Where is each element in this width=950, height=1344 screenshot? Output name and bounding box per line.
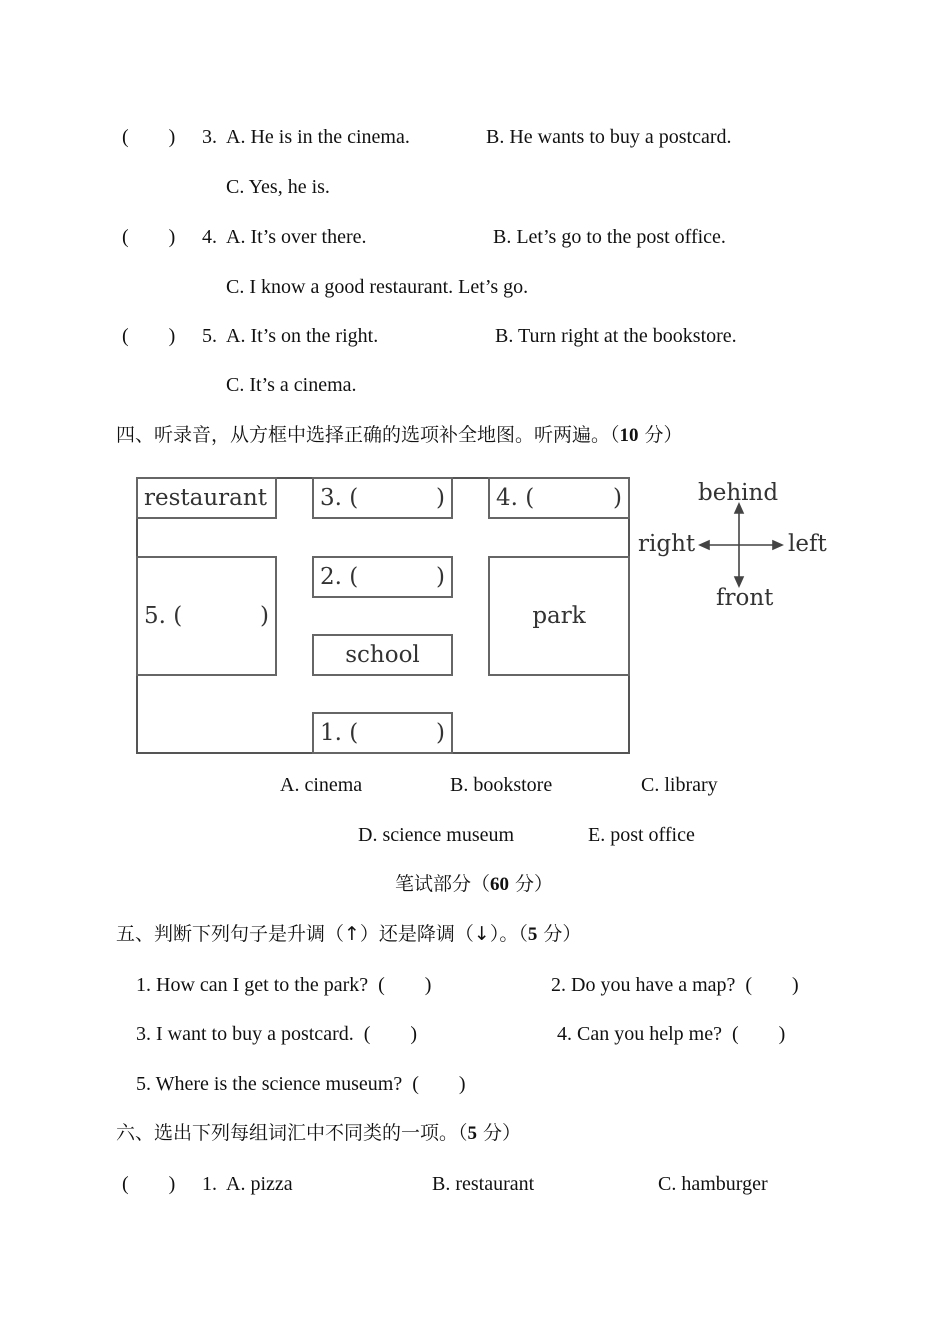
map-blank-2[interactable] <box>312 556 453 598</box>
answer-paren[interactable]: ( ) <box>122 126 176 148</box>
option-bookstore: B. bookstore <box>450 774 553 796</box>
section-title: 四、听录音，从方框中选择正确的选项补全地图。听两遍。（ <box>116 424 620 446</box>
section-title: 五、判断下列句子是升调（↑）还是降调（↓）。（ <box>116 923 528 945</box>
section-score-unit: 分） <box>477 1122 522 1144</box>
map-label: 1. ( <box>320 720 359 746</box>
option-b: B. He wants to buy a postcard. <box>486 126 732 148</box>
map-blank-4[interactable] <box>488 477 630 519</box>
answer-paren[interactable]: ( ) <box>122 325 176 347</box>
map-label: school <box>345 642 420 668</box>
intonation-item-4[interactable]: 4. Can you help me? ( ) <box>557 1023 786 1045</box>
question-number: 1. <box>202 1173 217 1195</box>
compass-front: front <box>716 585 774 611</box>
map-paren-close: ) <box>436 720 445 746</box>
map-label: 5. ( <box>144 603 183 629</box>
section-score-unit: 分） <box>509 873 554 895</box>
option-c: C. hamburger <box>658 1173 768 1195</box>
map-label: 3. ( <box>320 485 359 511</box>
option-a: A. It’s over there. <box>226 226 367 248</box>
intonation-item-5[interactable]: 5. Where is the science museum? ( ) <box>136 1073 466 1095</box>
map-park <box>488 556 630 676</box>
answer-paren[interactable]: ( ) <box>122 1173 176 1195</box>
option-science-museum: D. science museum <box>358 824 515 846</box>
section-5-heading <box>116 922 581 947</box>
question-number: 3. <box>202 126 217 148</box>
map-label: park <box>532 603 586 629</box>
option-library: C. library <box>641 774 718 796</box>
compass <box>638 478 838 618</box>
map-paren-close: ) <box>436 485 445 511</box>
map-blank-5[interactable] <box>136 556 277 676</box>
option-a: A. He is in the cinema. <box>226 126 410 148</box>
section-score: 5 <box>527 924 538 945</box>
section-score-unit: 分） <box>638 424 683 446</box>
map-blank-1[interactable] <box>312 712 453 754</box>
section-score: 60 <box>490 874 510 895</box>
map-label: 2. ( <box>320 564 359 590</box>
option-c: C. I know a good restaurant. Let’s go. <box>226 276 529 298</box>
map-paren-close: ) <box>436 564 445 590</box>
compass-right: right <box>638 531 696 557</box>
map-label: restaurant <box>144 485 267 511</box>
section-4-heading <box>116 423 683 448</box>
intonation-item-2[interactable]: 2. Do you have a map? ( ) <box>551 974 799 996</box>
option-post-office: E. post office <box>588 824 695 846</box>
option-b: B. restaurant <box>432 1173 535 1195</box>
map-blank-3[interactable] <box>312 477 453 519</box>
option-a: A. pizza <box>226 1173 293 1195</box>
map-paren-close: ) <box>260 603 269 629</box>
question-number: 5. <box>202 325 217 347</box>
intonation-item-3[interactable]: 3. I want to buy a postcard. ( ) <box>136 1023 418 1045</box>
section-score-unit: 分） <box>537 923 582 945</box>
section-score: 5 <box>467 1123 478 1144</box>
section-score: 10 <box>619 425 639 446</box>
intonation-item-1[interactable]: 1. How can I get to the park? ( ) <box>136 974 432 996</box>
map-restaurant <box>136 477 277 519</box>
question-number: 4. <box>202 226 217 248</box>
section-6-heading <box>116 1121 521 1146</box>
option-c: C. Yes, he is. <box>226 176 330 198</box>
section-title: 笔试部分（ <box>395 873 491 895</box>
compass-left: left <box>788 531 827 557</box>
compass-behind: behind <box>698 480 779 506</box>
answer-paren[interactable]: ( ) <box>122 226 176 248</box>
written-part-heading <box>395 872 553 897</box>
map-label: 4. ( <box>496 485 535 511</box>
option-c: C. It’s a cinema. <box>226 374 357 396</box>
option-cinema: A. cinema <box>280 774 363 796</box>
map-school <box>312 634 453 676</box>
map-paren-close: ) <box>613 485 622 511</box>
option-b: B. Let’s go to the post office. <box>493 226 726 248</box>
option-b: B. Turn right at the bookstore. <box>495 325 737 347</box>
option-a: A. It’s on the right. <box>226 325 379 347</box>
section-title: 六、选出下列每组词汇中不同类的一项。（ <box>116 1122 468 1144</box>
